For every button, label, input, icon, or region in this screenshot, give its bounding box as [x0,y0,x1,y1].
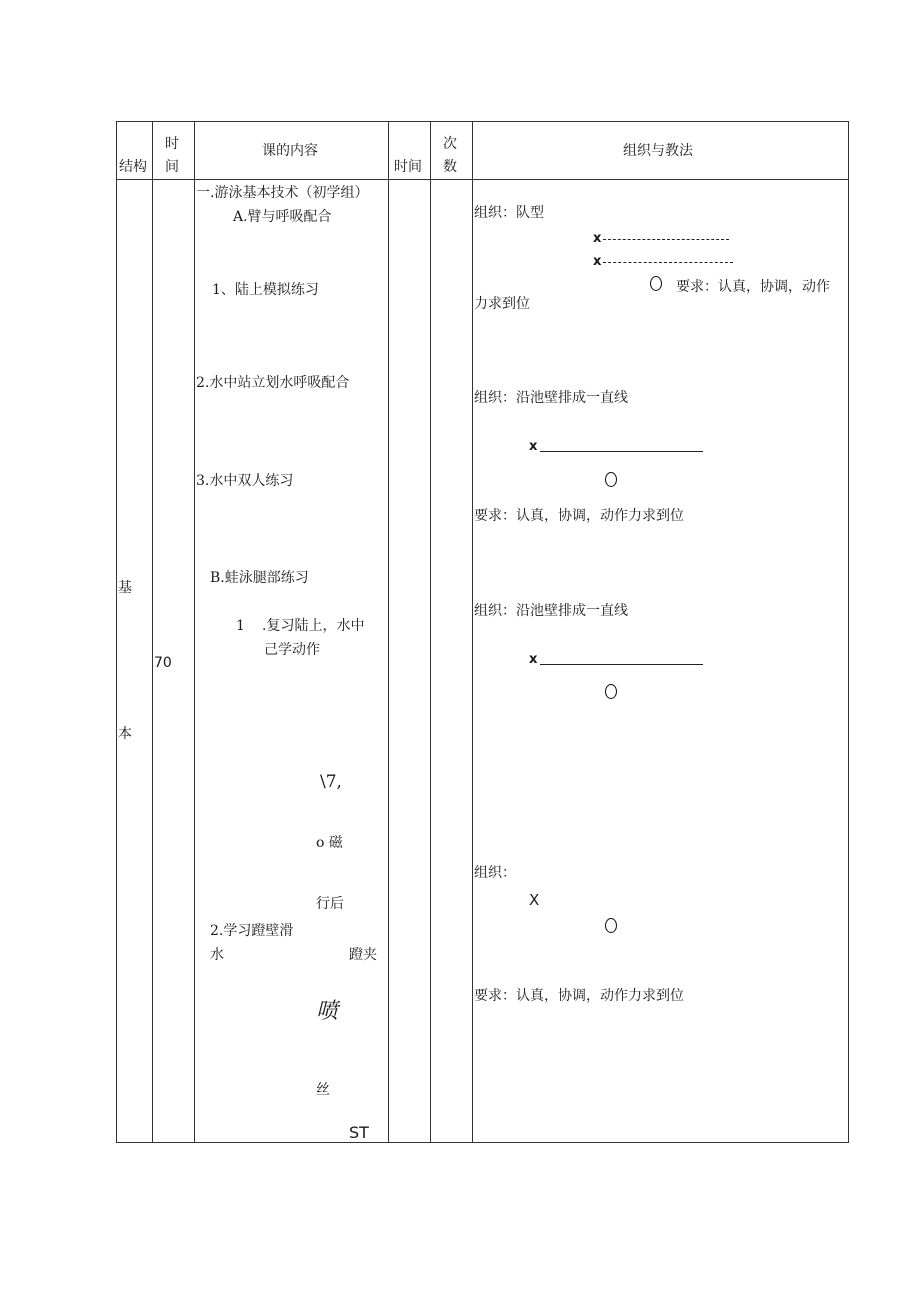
content-fragment-1: \7, [320,772,342,792]
method-req-2: 要求：认真，协调，动作力求到位 [474,508,684,524]
content-item-1: 1、陆上模拟练习 [212,282,319,298]
header-time-1-bottom: 间 [165,159,179,175]
structure-char-2: 本 [118,726,132,742]
content-fragment-2: o 磁 [316,835,343,851]
content-sub-b: B.蛙泳腿部练习 [210,570,309,586]
content-fragment-7: ST [349,1123,369,1142]
teacher-circle-icon [605,918,617,933]
content-b2-water: 水 [210,947,224,963]
formation-line-2 [603,262,733,263]
col-divider-4 [430,121,431,1143]
method-req-1-cont: 力求到位 [474,296,530,312]
formation-x-2: x [593,254,602,269]
header-time-2: 时间 [394,159,422,175]
col-divider-3 [388,121,389,1143]
content-title: 一.游泳基本技术（初学组） [196,185,369,201]
header-divider [116,179,849,180]
formation-x-1: x [593,231,602,246]
method-org-4: 组织： [474,865,516,881]
table-border-bottom [116,1142,849,1143]
content-item-3: 3.水中双人练习 [196,473,294,489]
pool-wall-line-2 [540,664,703,665]
header-content: 课的内容 [262,143,318,159]
header-time-1-top: 时 [165,136,179,152]
content-b2-text: 2.学习蹬壁滑 [210,923,294,939]
content-fragment-5: 喷 [316,999,339,1024]
table-border-right [848,121,849,1143]
table-border-left [116,121,117,1143]
method-req-4: 要求：认真，协调，动作力求到位 [474,988,684,1004]
content-fragment-6: 丝 [316,1082,330,1098]
content-b1-text-2: 己学动作 [264,642,320,658]
col-divider-1 [152,121,153,1143]
method-org-2: 组织：沿池壁排成一直线 [474,390,628,406]
header-structure: 结构 [119,159,147,175]
method-org-3: 组织：沿池壁排成一直线 [474,603,628,619]
header-count-top: 次 [443,136,457,152]
teacher-circle-icon [650,276,662,291]
header-count-bottom: 数 [443,159,457,175]
content-b1-text: .复习陆上，水中 [262,618,365,634]
formation-x-3: x [529,439,538,454]
col-divider-5 [472,121,473,1143]
teacher-circle-icon [605,472,617,487]
table-border-top [116,121,849,122]
content-fragment-3: 行后 [316,896,344,912]
method-req-1: 要求：认真，协调，动作 [676,279,830,295]
structure-char-1: 基 [118,580,132,596]
time-value: 70 [154,655,172,671]
formation-x-5: X [529,891,540,909]
content-item-2: 2.水中站立划水呼吸配合 [196,375,350,391]
content-sub-a: A.臂与呼吸配合 [233,209,332,225]
col-divider-2 [194,121,195,1143]
header-method: 组织与教法 [623,143,693,159]
content-b1-number: 1 [236,618,245,634]
pool-wall-line-1 [540,451,703,452]
content-fragment-4: 蹬夹 [349,947,377,963]
method-org-1: 组织：队型 [474,205,544,221]
formation-line-1 [603,239,729,240]
teacher-circle-icon [605,684,617,699]
formation-x-4: x [529,652,538,667]
